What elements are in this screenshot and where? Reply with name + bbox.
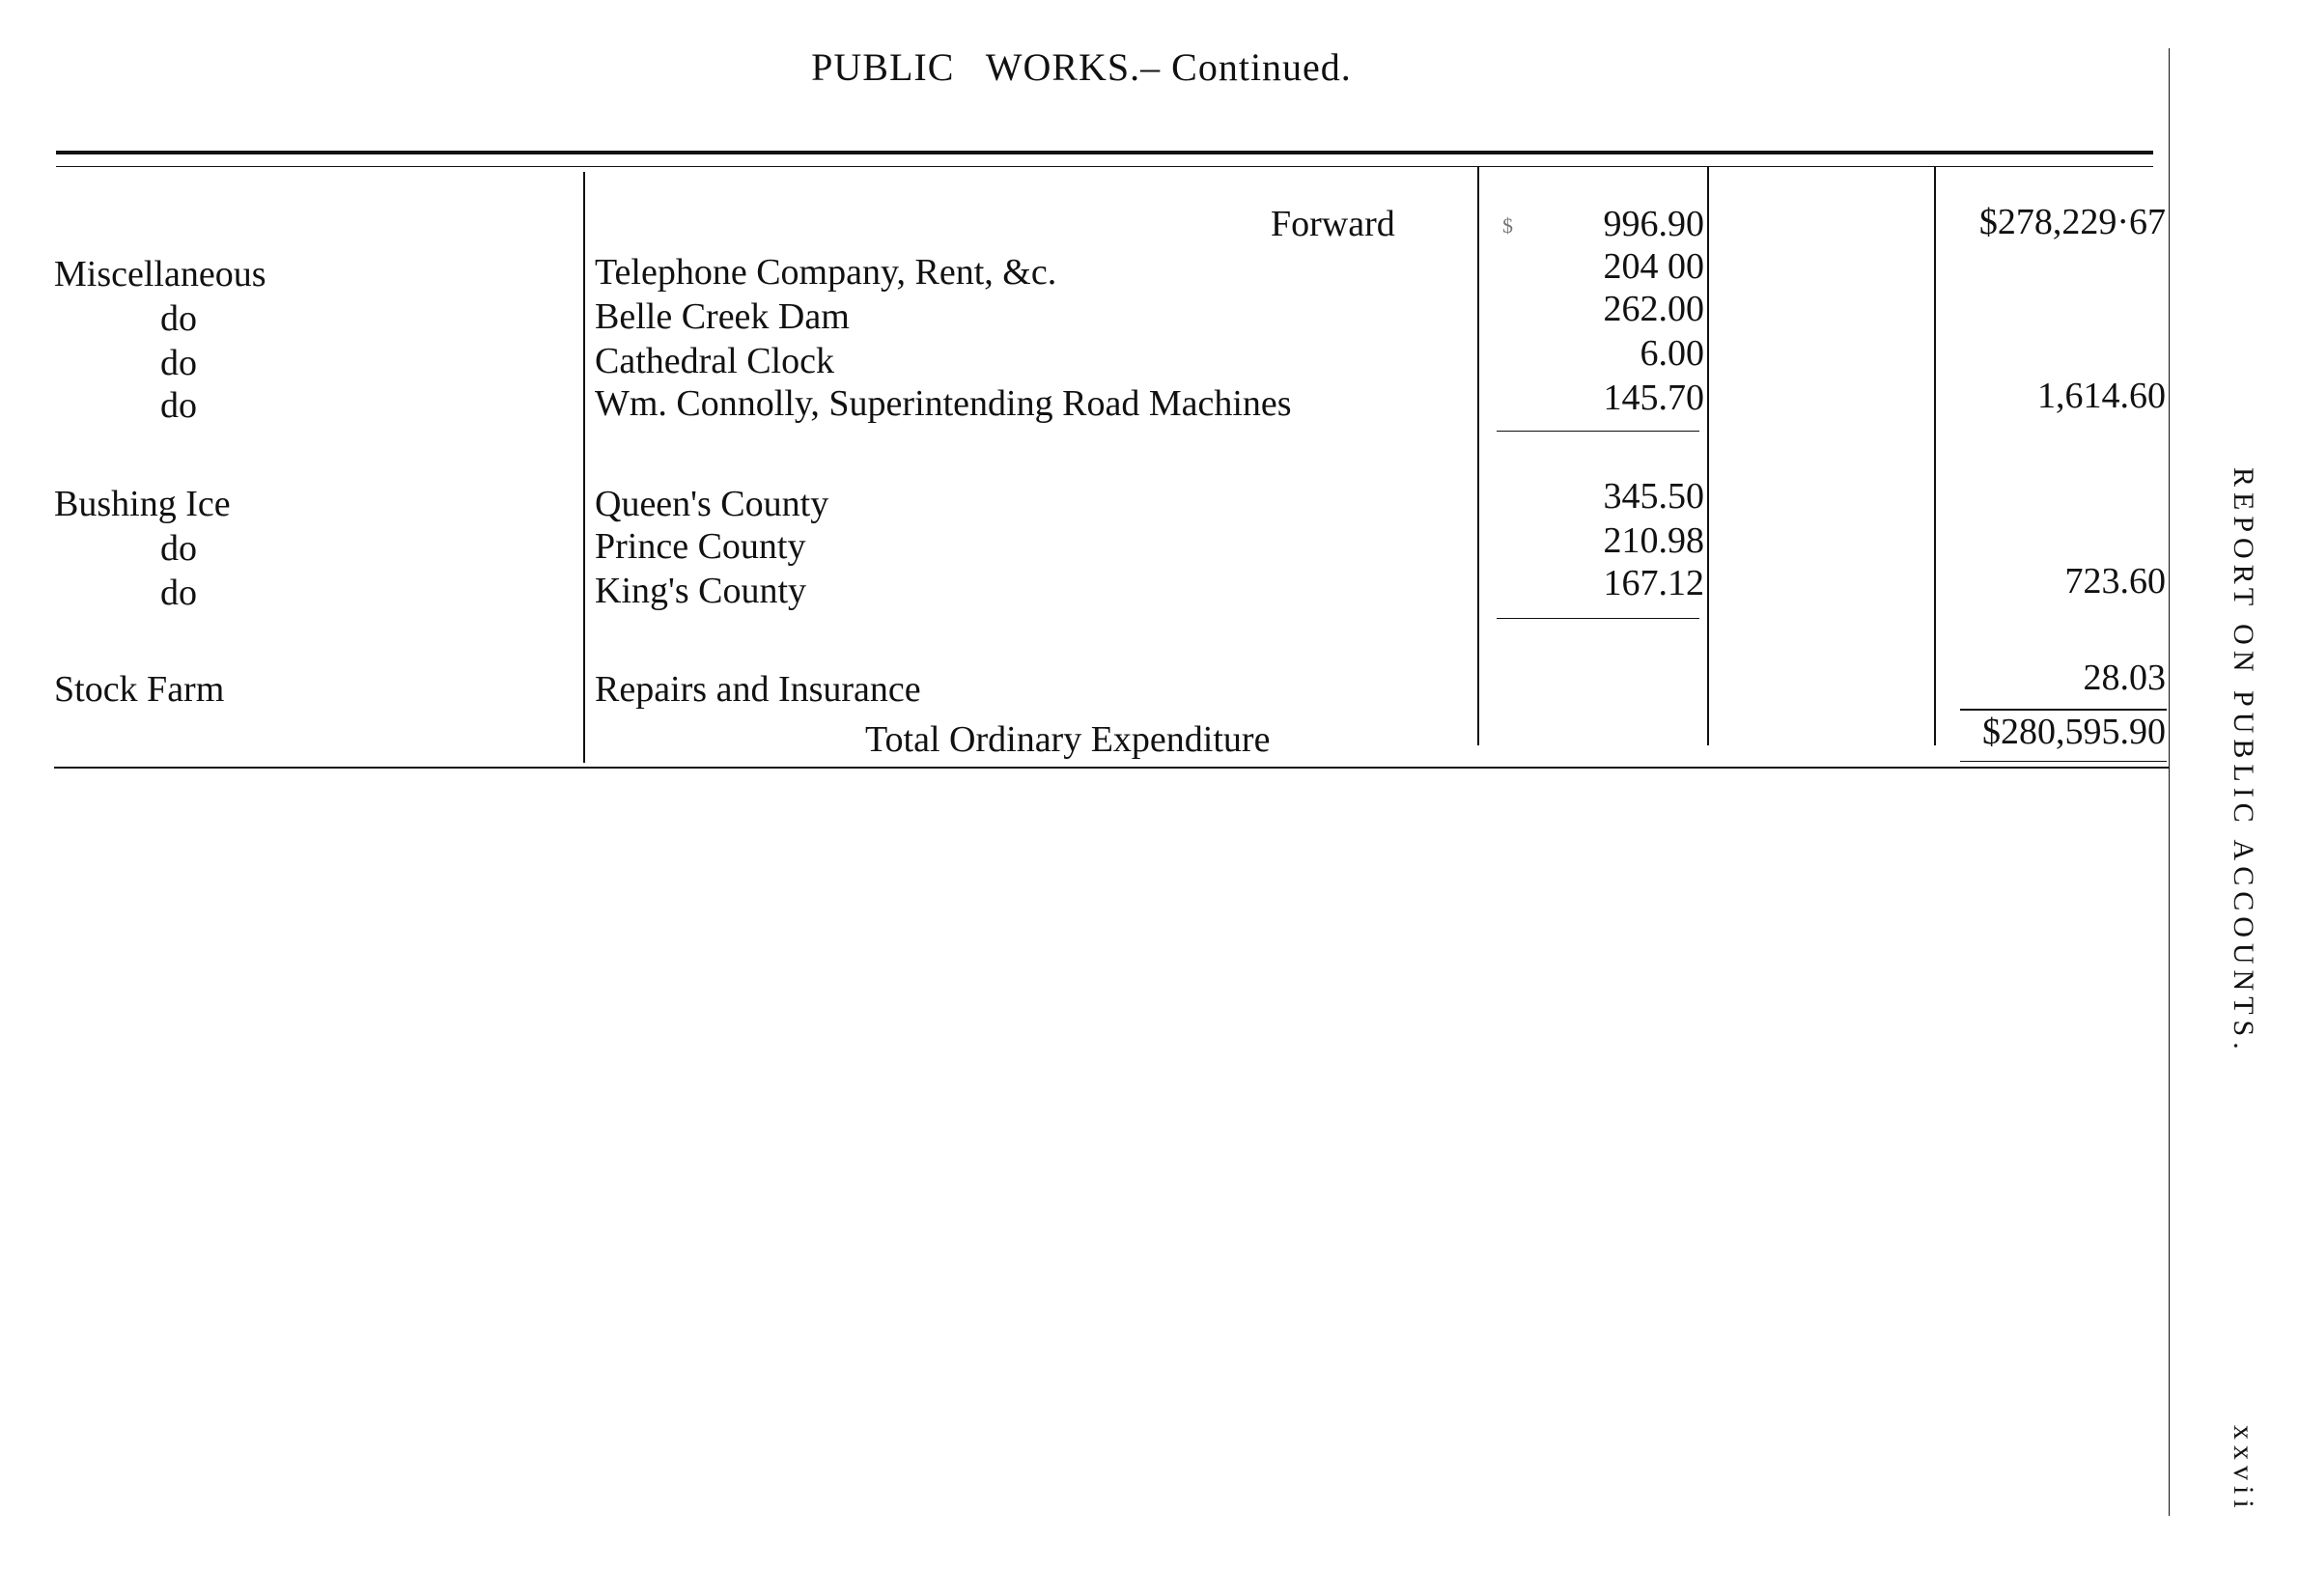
forward-label: Forward [1271,204,1395,244]
amount-cell: 6.00 [1640,333,1704,374]
category-cell: Bushing Ice [54,484,231,524]
subtotal-rule [1497,618,1699,619]
page-number: xxvii [2228,1425,2259,1514]
description-cell: Cathedral Clock [595,341,834,381]
category-cell: Stock Farm [54,669,225,710]
amount-cell: 345.50 [1603,476,1704,517]
forward-total: $278,229·67 [1978,202,2166,242]
header-rule-thick [56,151,2153,154]
category-cell: do [160,298,197,339]
amount-cell: 167.12 [1603,563,1704,603]
description-cell: Repairs and Insurance [595,669,921,710]
grand-total-underline [1960,761,2167,762]
page-edge-rule [2169,48,2170,1516]
forward-amount: 996.90 [1603,204,1704,244]
description-cell: Queen's County [595,484,829,524]
description-cell: King's County [595,571,807,611]
description-cell: Belle Creek Dam [595,296,850,337]
grand-total-label: Total Ordinary Expenditure [865,719,1271,760]
group-subtotal: 1,614.60 [2037,376,2166,416]
subtotal-rule [1497,431,1699,432]
column-divider-amount-right [1707,166,1709,745]
description-cell: Wm. Connolly, Superintending Road Machines [595,383,1292,424]
description-cell: Prince County [595,526,806,567]
category-cell: Miscellaneous [54,254,266,294]
category-cell: do [160,528,197,569]
table-bottom-rule [54,767,2169,769]
group-subtotal: 28.03 [2083,658,2166,698]
running-head: REPORT ON PUBLIC ACCOUNTS. [2228,467,2259,1055]
column-divider-description [583,172,585,763]
page-title: PUBLIC WORKS.– Continued. [811,45,1352,89]
category-cell: do [160,573,197,613]
category-cell: do [160,343,197,383]
forward-dollar-mark: $ [1502,213,1513,238]
amount-cell: 210.98 [1603,520,1704,561]
group-subtotal: 723.60 [2064,561,2166,602]
amount-cell: 145.70 [1603,378,1704,418]
category-cell: do [160,385,197,426]
column-divider-amount-left [1477,166,1479,745]
amount-cell: 204 00 [1603,246,1704,287]
grand-total-amount: $280,595.90 [1982,712,2166,752]
header-rule-thin [56,166,2153,167]
description-cell: Telephone Company, Rent, &c. [595,252,1057,293]
amount-cell: 262.00 [1603,289,1704,329]
